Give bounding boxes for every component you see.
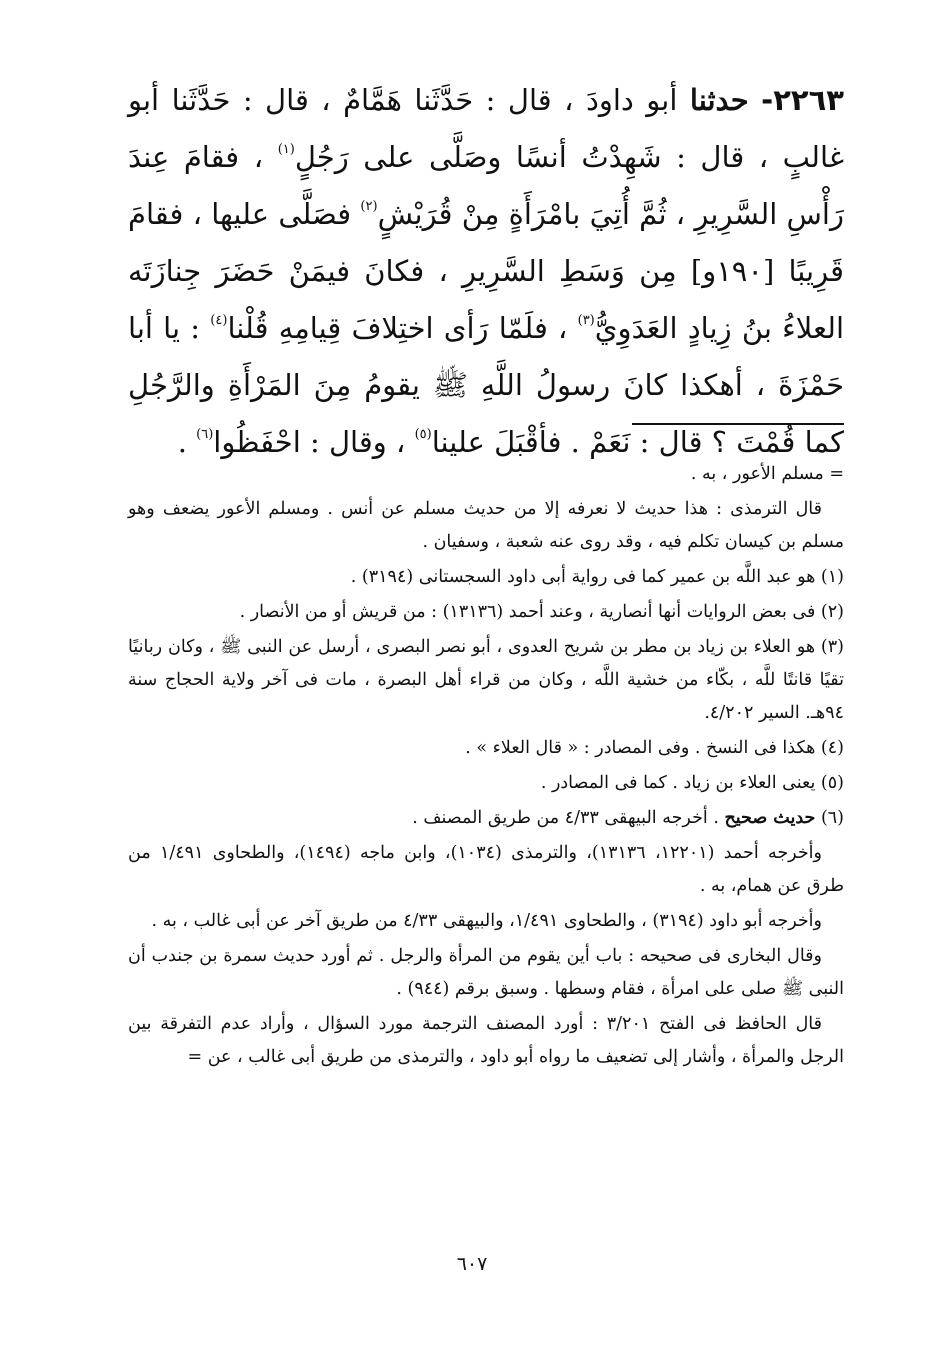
hadith-segment-3: فصَلَّى عليها ، فقامَ قَرِيبًا [١٩٠و] مِن وَسَطِ السَّرِيرِ ، فكانَ فيمَنْ حَضَرَ جِنازَتَه العلاءُ بنُ زِيادٍ العَدَوِيُّ (128, 197, 844, 345)
footnote-5: (٥) يعنى العلاء بن زياد . كما فى المصادر . (540, 773, 844, 793)
footnote-6-grading: حديث صحيح (724, 808, 816, 828)
footnote-ref-5: (٥) (414, 427, 432, 442)
footnote-6-text: . أخرجه البيهقى ٤/٣٣ من طريق المصنف . (412, 808, 719, 828)
footnote-continuation: = مسلم الأعور ، به . (690, 464, 844, 484)
footnote-1: (١) هو عبد اللَّه بن عمير كما فى رواية أبى داود السجستانى (٣١٩٤) . (350, 567, 844, 587)
footnote-2: (٢) فى بعض الروايات أنها أنصارية ، وعند أحمد (١٣١٣٦) : من قريش أو من الأنصار . (239, 602, 844, 622)
hadith-segment-1: أبو داودَ ، قال : حَدَّثَنا هَمَّامٌ ، قال : حَدَّثَنا أبو غالبٍ ، قال : شَهِدْتُ أنسًا وصَلَّى على رَجُلٍ (128, 83, 844, 174)
hadith-segment-4: ، فلَمّا رَأى اختِلافَ قِيامِهِ قُلْنا (227, 311, 568, 345)
hadith-segment-2: ، فقامَ عِندَ رَأْسِ السَّرِيرِ ، ثُمَّ أُتِيَ بامْرَأَةٍ مِنْ قُرَيْشٍ (128, 140, 844, 231)
hadith-segment-5: : يا أبا حَمْزَةَ ، أهكذا كانَ رسولُ اللَّهِ ﷺ يقومُ مِنَ المَرْأَةِ والرَّجُلِ كما قُمْتَ ؟ قال : نَعَمْ . فأقْبَلَ علينا (128, 311, 844, 459)
footnote-4: (٤) هكذا فى النسخ . وفى المصادر : « قال العلاء » . (465, 738, 844, 758)
footnotes (128, 458, 844, 1076)
footnote-ref-4: (٤) (210, 313, 228, 328)
hadith-segment-6: ، وقال : احْفَظُوا (213, 425, 406, 459)
hadith-number: ٢٢٦٣- (761, 83, 845, 117)
footnote-6 (128, 802, 844, 835)
hadith-text (128, 72, 844, 471)
hadith-end: . (177, 425, 187, 459)
footnote-paragraph-takhrij-1: وأخرجه أحمد (١٢٢٠١، ١٣١٣٦)، والترمذى (١٠٣٤)، وابن ماجه (١٤٩٤)، والطحاوى ١/٤٩١ من طرق عن همام، به . (128, 843, 844, 896)
footnote-paragraph-bukhari: وقال البخارى فى صحيحه : باب أين يقوم من المرأة والرجل . ثم أورد حديث سمرة بن جندب أن النبى ﷺ صلى على امرأة ، فقام وسطها . وسبق برقم (٩٤٤) . (128, 946, 844, 999)
page-number: ٦٠٧ (456, 1253, 488, 1275)
footnote-paragraph-fath: قال الحافظ فى الفتح ٣/٢٠١ : أورد المصنف الترجمة مورد السؤال ، وأراد عدم التفرقة بين الرجل والمرأة ، وأشار إلى تضعيف ما رواه أبو داود ، والترمذى من طريق أبى غالب ، عن = (128, 1014, 844, 1067)
hadith-lead-word: حدثنا (689, 83, 749, 117)
footnote-paragraph-tirmidhi: قال الترمذى : هذا حديث لا نعرفه إلا من حديث مسلم عن أنس . ومسلم الأعور يضعف وهو مسلم بن كيسان تكلم فيه ، وقد روى عنه شعبة ، وسفيان . (128, 499, 844, 552)
footnote-3: (٣) هو العلاء بن زياد بن مطر بن شريح العدوى ، أبو نصر البصرى ، أرسل عن النبى ﷺ ، وكان ربانيًا تقيًا قانتًا للَّه ، بكّاء من خشية اللَّه ، وكان من قراء أهل البصرة ، مات فى آخر ولاية الحجاج سنة ٩٤هـ. السير ٤/٢٠٢. (128, 637, 844, 723)
footnote-ref-1: (١) (277, 142, 295, 157)
footnote-separator (632, 423, 844, 425)
footnote-paragraph-takhrij-2: وأخرجه أبو داود (٣١٩٤) ، والطحاوى ١/٤٩١، والبيهقى ٤/٣٣ من طريق آخر عن أبى غالب ، به . (151, 911, 822, 931)
footnote-ref-3: (٣) (577, 313, 595, 328)
footnote-ref-2: (٢) (360, 199, 378, 214)
footnote-6-number: (٦) (820, 808, 844, 828)
footnote-ref-6: (٦) (196, 427, 214, 442)
